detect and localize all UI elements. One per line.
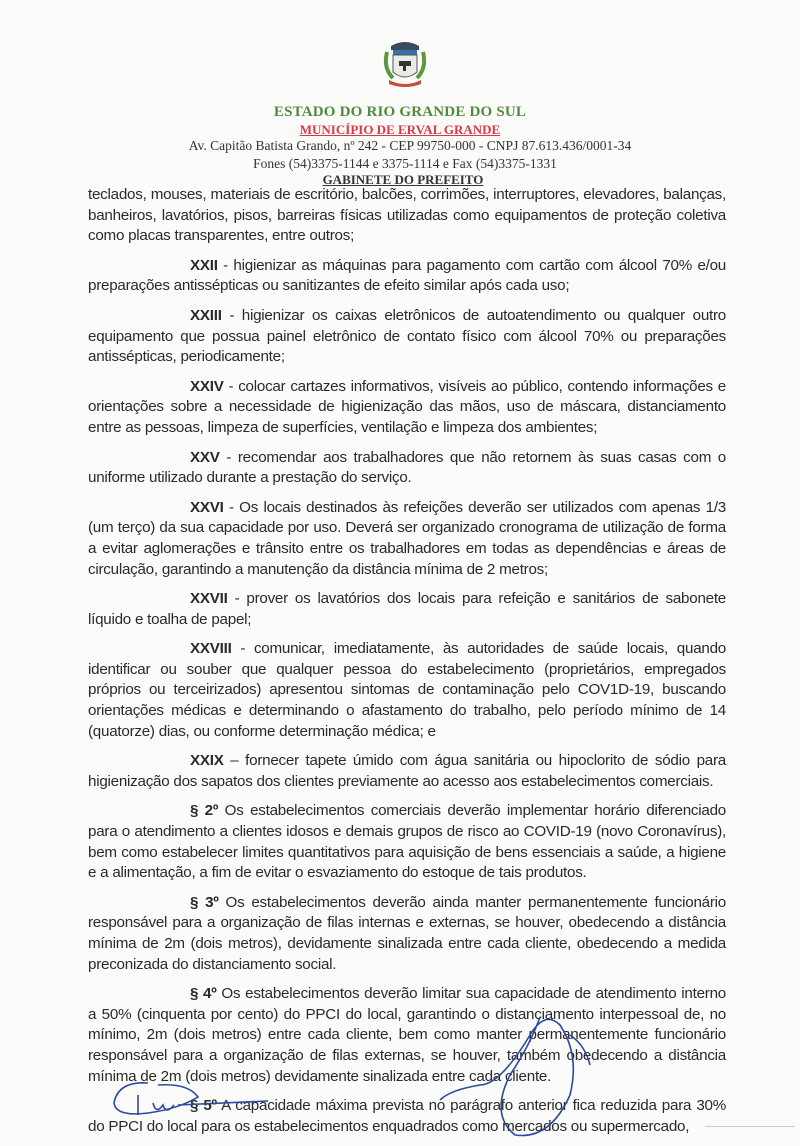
paragraph-text: Os estabelecimentos deverão ainda manter permanentemente funcionário responsável para a organização de filas internas e externas, se houver, obedecendo a distância mínima de 2m (dois metros), devidamente sinalizada entre cada cliente, obedecendo a medida preconizada do distanciamento social. (88, 893, 726, 973)
item-xxv (88, 448, 726, 489)
scan-edge-line (705, 1126, 795, 1127)
paragraph-text: - higienizar as máquinas para pagamento com cartão com álcool 70% e/ou preparações antissépticas ou sanitizantes de efeito similar após cada uso; (88, 256, 726, 295)
item-xxiv (88, 377, 726, 439)
paragraph-text: teclados, mouses, materiais de escritório, balcões, corrimões, interruptores, elevadores, balanças, banheiros, lavatórios, pisos, barreiras físicas utilizadas como equipamentos de proteção coletiva como placas transparentes, entre outros; (88, 186, 726, 245)
state-title: ESTADO DO RIO GRANDE DO SUL (273, 104, 527, 120)
paragraph-text: - Os locais destinados às refeições deverão ser utilizados com apenas 1/3 (um terço) da sua capacidade por uso. Deverá ser organizado cronograma de utilização de forma a evitar aglomerações e trânsito entre os trabalhadores em todas as dependências e áreas de circulação, garantindo a manutenção da distância mínima de 2 metros; (88, 498, 726, 578)
paragraph-text: – fornecer tapete úmido com água sanitária ou hipoclorito de sódio para higienização dos sapatos dos clientes previamente ao acesso aos estabelecimentos comerciais. (88, 752, 726, 790)
initials-signature-icon (108, 1075, 278, 1125)
item-label: XXIII (190, 306, 222, 324)
office-title: GABINETE DO PREFEITO (322, 172, 484, 187)
municipality-title: MUNICÍPIO DE ERVAL GRANDE (299, 122, 501, 137)
document-body (88, 185, 726, 1146)
item-label: XXIX (190, 752, 224, 770)
item-xxiii (88, 306, 726, 368)
section-label: § 5º (190, 1097, 217, 1115)
paragraph-text: - recomendar aos trabalhadores que não retornem às suas casas com o uniforme utilizado durante a prestação do serviço. (88, 448, 726, 487)
item-label: XXVIII (190, 640, 232, 658)
paragraph-text: Os estabelecimentos comerciais deverão implementar horário diferenciado para o atendimento a clientes idosos e demais grupos de risco ao COVID-19 (novo Coronavírus), bem como estabelecer limites quantitativos para aquisição de bens essenciais a saúde, a higiene e a alimentação, a fim de evitar o esvaziamento do estoque de tais produtos. (88, 802, 726, 882)
item-xxvii (88, 589, 726, 630)
paragraph-text: A capacidade máxima prevista no parágrafo anterior fica reduzida para 30% do PPCI do local para os estabelecimentos enquadrados como mercados ou supermercado, (88, 1097, 726, 1135)
section-label: § 4º (190, 985, 217, 1003)
paragraph-text: Os estabelecimentos deverão limitar sua capacidade de atendimento interno a 50% (cinquenta por cento) do PPCI do local, garantindo o distanciamento interpessoal de, no mínimo, 2m (dois metros) entre cada cliente, bem como manter permanentemente funcionário responsável para a organização de filas externas, se houver, também obedecendo a distância mínima de 2m (dois metros) devidamente sinalizada entre cada cliente. (88, 985, 726, 1085)
item-label: XXVII (190, 590, 228, 608)
item-xxvi (88, 498, 726, 580)
item-label: XXVI (190, 498, 224, 516)
phone-line: Fones (54)3375-1144 e 3375-1114 e Fax (54)3375-1331 (253, 156, 557, 171)
paragraph-text: - prover os lavatórios dos locais para refeição e sanitários de sabonete líquido e toalha de papel; (88, 590, 726, 628)
address-line: Av. Capitão Batista Grando, nº 242 - CEP 99750-000 - CNPJ 87.613.436/0001-34 (188, 138, 632, 153)
item-xxviii (88, 639, 726, 742)
item-xxii (88, 256, 726, 297)
item-xxix (88, 751, 726, 792)
paragraph-text: - higienizar os caixas eletrônicos de autoatendimento ou qualquer outro equipamento que possua painel eletrônico de contato físico com álcool 70% ou preparações antissépticas, periodicamente; (88, 306, 726, 366)
item-label: XXIV (190, 377, 224, 395)
paragraph-text: - colocar cartazes informativos, visíveis ao público, contendo informações e orientações sobre a necessidade de higienização das mãos, uso de máscara, distanciamento entre as pessoas, limpeza de superfícies, ventilação e limpeza dos ambientes; (88, 377, 726, 436)
section-4 (88, 984, 726, 1087)
item-label: XXV (190, 448, 220, 466)
section-3 (88, 893, 726, 975)
paragraph-continuation (88, 185, 726, 247)
section-2 (88, 801, 726, 883)
paragraph-text: - comunicar, imediatamente, às autoridades de saúde locais, quando identificar ou souber que qualquer pessoa do estabelecimento (proprietários, empregados próprios ou terceirizados) apresentou sintomas de contaminação pelo COV1D-19, buscando orientações médicas e determinando o afastamento do trabalho, pelo período mínimo de 14 (quatorze) dias, ou conforme determinação médica; e (88, 640, 726, 740)
section-label: § 2º (190, 802, 219, 820)
item-label: XXII (190, 256, 218, 274)
handwritten-signature-icon (420, 1005, 620, 1142)
section-label: § 3º (190, 893, 219, 911)
coat-of-arms-icon (381, 38, 429, 90)
